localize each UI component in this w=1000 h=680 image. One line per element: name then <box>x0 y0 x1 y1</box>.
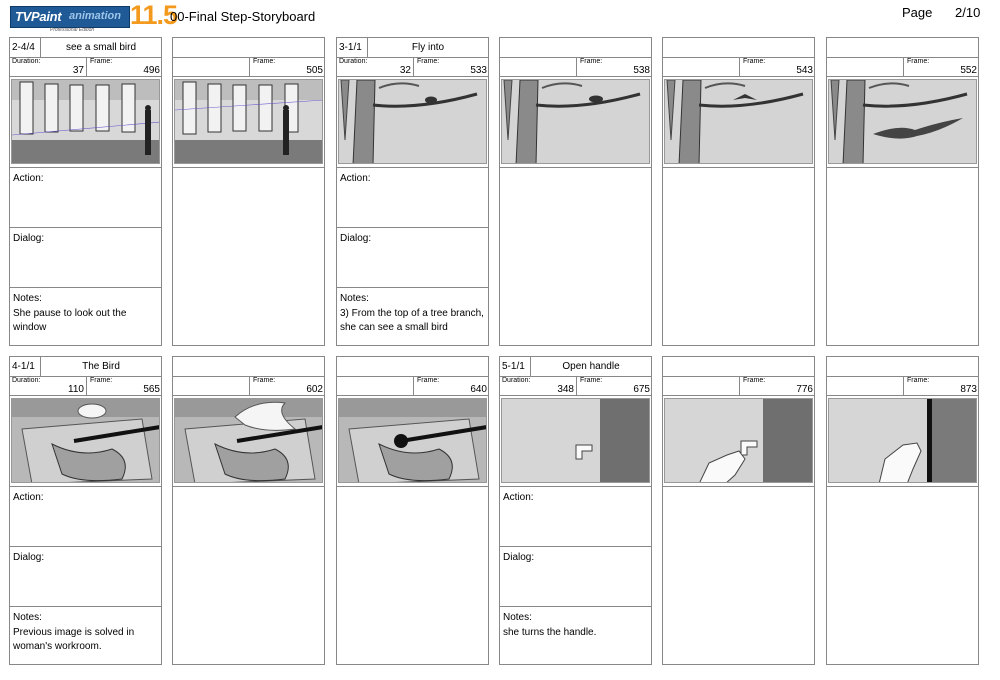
panel-body[interactable] <box>827 486 978 665</box>
frame-label: Frame: <box>90 377 113 384</box>
frame-value: 543 <box>796 65 813 76</box>
dialog-box[interactable] <box>337 227 488 287</box>
dialog-label: Dialog: <box>340 233 372 244</box>
panel-image-hand-drawing-bird-2 <box>174 398 323 483</box>
timing-row <box>500 376 651 396</box>
panel-header <box>10 38 161 58</box>
notes-label: Notes: <box>503 612 532 623</box>
storyboard-panel[interactable] <box>662 356 815 665</box>
frame-value: 640 <box>470 384 487 395</box>
panel-header <box>500 38 651 58</box>
timing-row <box>663 57 814 77</box>
timing-row <box>500 57 651 77</box>
timing-row <box>10 57 161 77</box>
logo-version: 11.5 <box>130 0 178 30</box>
logo-badge <box>10 6 130 28</box>
panel-image-door-opening <box>828 398 977 483</box>
timing-row <box>173 376 324 396</box>
notes-box[interactable] <box>337 287 488 346</box>
storyboard-panel[interactable] <box>826 356 979 665</box>
frame-value: 505 <box>306 65 323 76</box>
panel-header <box>337 38 488 58</box>
duration-value: 32 <box>399 65 411 76</box>
action-label: Action: <box>503 492 534 503</box>
frame-value: 496 <box>143 65 160 76</box>
tvpaint-logo <box>10 0 178 34</box>
action-box[interactable] <box>337 167 488 227</box>
storyboard-panel[interactable] <box>826 37 979 346</box>
logo-edition: Professional Edition <box>50 27 95 33</box>
panel-body[interactable] <box>827 167 978 346</box>
frame-value: 675 <box>633 384 650 395</box>
page-number: 2/10 <box>955 5 981 20</box>
notes-text: Previous image is solved in woman's workroom. <box>13 627 135 652</box>
storyboard-panel[interactable] <box>662 37 815 346</box>
duration-label: Duration: <box>339 58 368 65</box>
dialog-label: Dialog: <box>13 233 45 244</box>
scene-number: 2-4/4 <box>12 42 35 53</box>
storyboard-panel-3-1[interactable] <box>336 37 489 346</box>
panel-body[interactable] <box>663 486 814 665</box>
frame-value: 552 <box>960 65 977 76</box>
panel-body[interactable] <box>337 486 488 665</box>
scene-number: 3-1/1 <box>339 42 362 53</box>
frame-value: 873 <box>960 384 977 395</box>
panel-header <box>663 38 814 58</box>
duration-value: 348 <box>557 384 574 395</box>
storyboard-panel[interactable] <box>336 356 489 665</box>
frame-label: Frame: <box>417 58 440 65</box>
frame-value: 533 <box>470 65 487 76</box>
panel-body[interactable] <box>173 167 324 346</box>
frame-label: Frame: <box>743 58 766 65</box>
duration-value: 37 <box>72 65 84 76</box>
frame-label: Frame: <box>580 58 603 65</box>
timing-row <box>173 57 324 77</box>
storyboard-panel[interactable] <box>172 356 325 665</box>
timing-row <box>827 376 978 396</box>
panel-header <box>663 357 814 377</box>
frame-value: 602 <box>306 384 323 395</box>
dialog-box[interactable] <box>10 227 161 287</box>
panel-image-tree-bird-perched <box>338 79 487 164</box>
logo-brand: TVPaint <box>15 9 62 24</box>
dialog-label: Dialog: <box>503 552 535 563</box>
panel-image-hand-drawing-bird <box>11 398 160 483</box>
panel-image-hand-drawing-ink <box>338 398 487 483</box>
frame-label: Frame: <box>253 377 276 384</box>
panel-header <box>827 38 978 58</box>
logo-product: animation <box>69 10 121 22</box>
notes-label: Notes: <box>13 612 42 623</box>
document-title: 00-Final Step-Storyboard <box>170 9 316 24</box>
panel-header <box>337 357 488 377</box>
panel-image-window-scene <box>11 79 160 164</box>
timing-row <box>337 376 488 396</box>
frame-value: 538 <box>633 65 650 76</box>
action-box[interactable] <box>10 167 161 227</box>
action-box[interactable] <box>10 486 161 546</box>
notes-text: She pause to look out the window <box>13 308 127 333</box>
action-label: Action: <box>13 492 44 503</box>
panel-image-tree-bird-perched-2 <box>501 79 650 164</box>
notes-text: 3) From the top of a tree branch, she can see a small bird <box>340 308 484 333</box>
action-label: Action: <box>340 173 371 184</box>
frame-label: Frame: <box>907 377 930 384</box>
frame-label: Frame: <box>907 58 930 65</box>
notes-box[interactable] <box>10 287 161 346</box>
storyboard-panel-4-1[interactable] <box>9 356 162 665</box>
action-box[interactable] <box>500 486 651 546</box>
frame-label: Frame: <box>90 58 113 65</box>
scene-name: The Bird <box>82 361 120 372</box>
scene-number: 4-1/1 <box>12 361 35 372</box>
panel-image-tree-bird-takeoff <box>664 79 813 164</box>
storyboard-panel[interactable] <box>499 37 652 346</box>
storyboard-panel-5-1[interactable] <box>499 356 652 665</box>
panel-header <box>173 38 324 58</box>
frame-value: 776 <box>796 384 813 395</box>
dialog-box[interactable] <box>500 546 651 606</box>
panel-image-window-scene-2 <box>174 79 323 164</box>
frame-label: Frame: <box>417 377 440 384</box>
panel-header <box>173 357 324 377</box>
panel-body[interactable] <box>500 167 651 346</box>
panel-header <box>827 357 978 377</box>
panel-header <box>500 357 651 377</box>
frame-label: Frame: <box>743 377 766 384</box>
duration-label: Duration: <box>502 377 531 384</box>
notes-box[interactable] <box>10 606 161 665</box>
notes-box[interactable] <box>500 606 651 665</box>
storyboard-panel-2-4[interactable] <box>9 37 162 346</box>
duration-label: Duration: <box>12 58 41 65</box>
storyboard-panel[interactable] <box>172 37 325 346</box>
panel-image-door-handle <box>501 398 650 483</box>
frame-label: Frame: <box>580 377 603 384</box>
dialog-label: Dialog: <box>13 552 45 563</box>
frame-label: Frame: <box>253 58 276 65</box>
dialog-box[interactable] <box>10 546 161 606</box>
panel-header <box>10 357 161 377</box>
duration-value: 110 <box>68 384 84 395</box>
frame-value: 565 <box>143 384 160 395</box>
panel-body[interactable] <box>173 486 324 665</box>
duration-label: Duration: <box>12 377 41 384</box>
timing-row <box>337 57 488 77</box>
timing-row <box>827 57 978 77</box>
scene-name: Fly into <box>411 42 445 53</box>
scene-number: 5-1/1 <box>502 361 525 372</box>
notes-label: Notes: <box>13 293 42 304</box>
panel-image-hand-on-handle <box>664 398 813 483</box>
panel-image-tree-bird-flying <box>828 79 977 164</box>
panel-body[interactable] <box>663 167 814 346</box>
notes-label: Notes: <box>340 293 369 304</box>
scene-name: Open handle <box>562 361 620 372</box>
timing-row <box>10 376 161 396</box>
scene-name: see a small bird <box>65 42 137 53</box>
timing-row <box>663 376 814 396</box>
page-label: Page <box>902 5 933 20</box>
notes-text: she turns the handle. <box>503 627 597 638</box>
action-label: Action: <box>13 173 44 184</box>
